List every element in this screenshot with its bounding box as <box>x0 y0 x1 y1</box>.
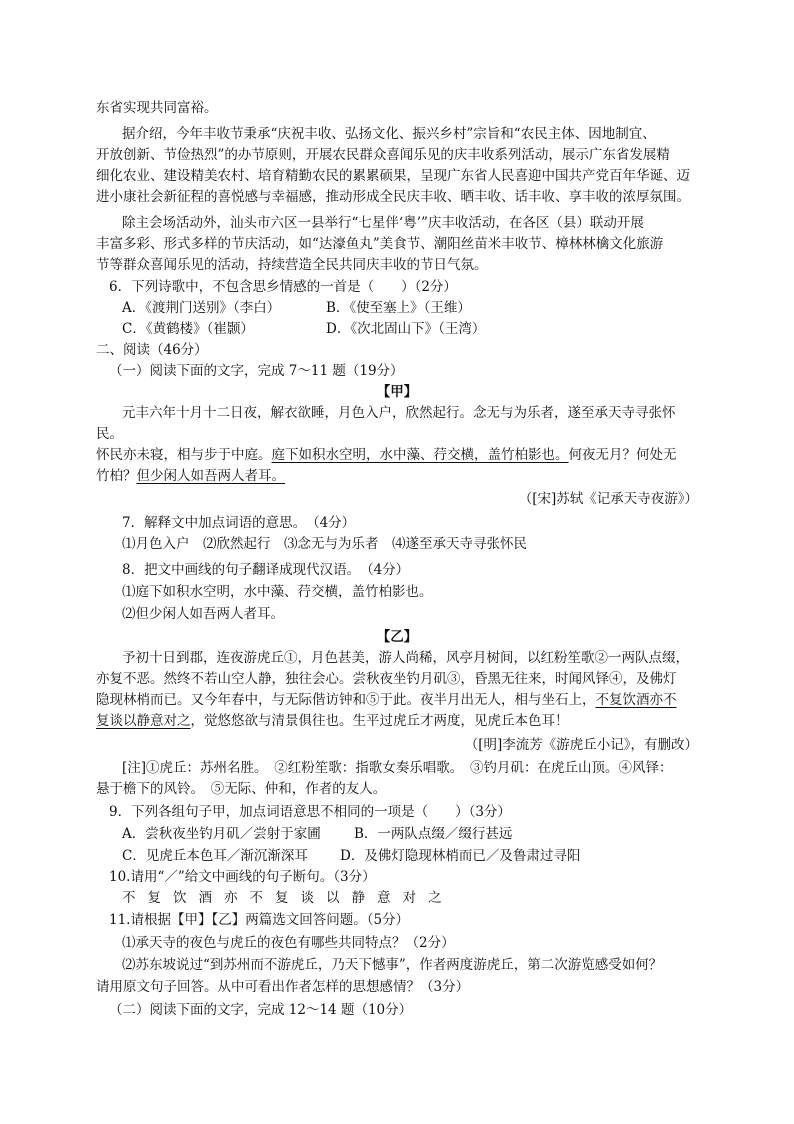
intro-line: 开放创新、节俭热烈”的办节原则，开展农民群众喜闻乐见的庆丰收系列活动，展示广东省发展精 <box>96 147 670 163</box>
option-a: A．尝秋夜坐钓月矶／尝射于家圃 <box>122 826 321 842</box>
question-9: 9．下列各组句子甲，加点词语意思不相同的一项是（ ）（3分） <box>109 804 511 820</box>
sentence-to-punctuate: 不复饮酒亦不复谈以静意对之 <box>122 890 454 906</box>
option-c: C．《黄鹤楼》（崔颢） <box>122 321 254 337</box>
passage-line: 隐现林梢而已。又今年春中，与无际偕访钟和⑤于此。夜半月出无人，相与坐石上，不复饮酒亦不 <box>96 692 677 708</box>
part-heading: （一）阅读下面的文字，完成 7～11 题（19分） <box>109 363 404 379</box>
question-11: 11.请根据【甲】【乙】两篇选文回答问题。（5分） <box>109 912 410 928</box>
intro-line: 东省实现共同富裕。 <box>96 100 218 116</box>
underlined-sentence: 复谈以静意对之 <box>96 713 191 729</box>
option-c: C．见虎丘本色耳／渐沉渐深耳 <box>122 848 308 864</box>
question-8-item: ⑵但少闲人如吾两人者耳。 <box>122 606 284 622</box>
part-heading: （二）阅读下面的文字，完成 12～14 题（10分） <box>109 1002 413 1018</box>
intro-line: 据介绍，今年丰收节秉承“庆祝丰收、弘扬文化、振兴乡村”宗旨和“农民主体、因地制宜、 <box>122 126 656 142</box>
option-d: D．及佛灯隐现林梢而已／及鲁肃过寻阳 <box>340 848 581 864</box>
passage-line: 怀民亦未寝，相与步于中庭。庭下如积水空明，水中藻、荇交横，盖竹柏影也。何夜无月？何处无 <box>96 447 677 463</box>
option-b: B．一两队点缀／缀行甚远 <box>354 826 513 842</box>
intro-line: 细化农业、建设精美农村、培育精勤农民的累累硕果，呈现广东省人民喜迎中国共产党百年华诞、迈 <box>96 168 690 184</box>
underlined-sentence: 不复饮酒亦不 <box>595 692 677 708</box>
passage-line: 予初十日到郡，连夜游虎丘①，月色甚美，游人尚稀，风亭月树间，以红粉笙歌②一两队点缀， <box>122 650 689 666</box>
question-7: 7．解释文中加点词语的意思。 （4分） <box>122 515 356 531</box>
passage-line: 亦复不恶。然终不若山空人静，独往会心。尝秋夜坐钓月矶③，昏黑无往来，时闻风铎④，及佛灯 <box>96 671 677 687</box>
question-11-item: 请用原文句子回答。从中可看出作者怎样的思想感情？（3分） <box>96 979 470 995</box>
question-7-items: ⑴月色入户 ⑵欣然起行 ⑶念无与为乐者 ⑷遂至承天寺寻张怀民 <box>122 536 527 552</box>
passage-line: 竹柏？但少闲人如吾两人者耳。 <box>96 468 285 484</box>
question-10: 10.请用“／”给文中画线的句子断句。（3分） <box>109 869 376 885</box>
passage-note: [注]①虎丘：苏州名胜。 ②红粉笙歌：指歌女奏乐唱歌。 ③钓月矶：在虎丘山顶。④风铎： <box>122 760 673 776</box>
passage-source: （[明]李流芳《游虎丘小记》，有删改） <box>464 737 698 753</box>
question-6: 6．下列诗歌中，不包含思乡情感的一首是（ ）（2分） <box>109 279 457 295</box>
intro-line: 除主会场活动外，汕头市六区一县举行“七星伴‘粤’”庆丰收活动，在各区（县）联动开展 <box>122 215 644 231</box>
question-11-item: ⑵苏东坡说过“到苏州而不游虎丘，乃天下憾事”，作者两度游虎丘，第二次游览感受如何？ <box>122 957 663 973</box>
intro-line: 进小康社会新征程的喜悦感与幸福感，推动形成全民庆丰收、晒丰收、话丰收、享丰收的浓厚氛围。 <box>96 189 690 205</box>
option-d: D．《次北固山下》（王湾） <box>326 321 486 337</box>
question-8-item: ⑴庭下如积水空明，水中藻、荇交横，盖竹柏影也。 <box>122 584 433 600</box>
question-8: 8．把文中画线的句子翻译成现代汉语。 （4分） <box>122 562 410 578</box>
option-b: B．《使至塞上》（王维） <box>326 300 471 316</box>
section-heading: 二、阅读（46分） <box>96 342 208 358</box>
passage-line: 元丰六年十月十二日夜，解衣欲睡，月色入户，欣然起行。念无与为乐者，遂至承天寺寻张怀 <box>122 405 676 421</box>
passage-title-yi: 【乙】 <box>376 629 418 645</box>
underlined-sentence: 但少闲人如吾两人者耳。 <box>136 468 285 484</box>
passage-source: （[宋]苏轼《记承天寺夜游》） <box>518 491 698 507</box>
option-a: A．《渡荆门送别》（李白） <box>122 300 281 316</box>
passage-note: 悬于檐下的风铃。 ⑤无际、仲和，作者的友人。 <box>96 781 387 797</box>
intro-line: 丰富多彩、形式多样的节庆活动，如“达濠鱼丸”美食节、潮阳丝苗米丰收节、樟林林檎文化旅游 <box>96 236 664 252</box>
passage-title-jia: 【甲】 <box>376 384 418 400</box>
passage-line: 复谈以静意对之，觉悠悠欲与清景俱往也。生平过虎丘才两度，见虎丘本色耳！ <box>96 713 569 729</box>
intro-line: 节等群众喜闻乐见的活动，持续营造全民共同庆丰收的节日气氛。 <box>96 257 488 273</box>
passage-line: 民。 <box>96 426 123 442</box>
question-11-item: ⑴承天寺的夜色与虎丘的夜色有哪些共同特点？（2分） <box>122 935 455 951</box>
underlined-sentence: 庭下如积水空明，水中藻、荇交横，盖竹柏影也。 <box>271 447 569 463</box>
